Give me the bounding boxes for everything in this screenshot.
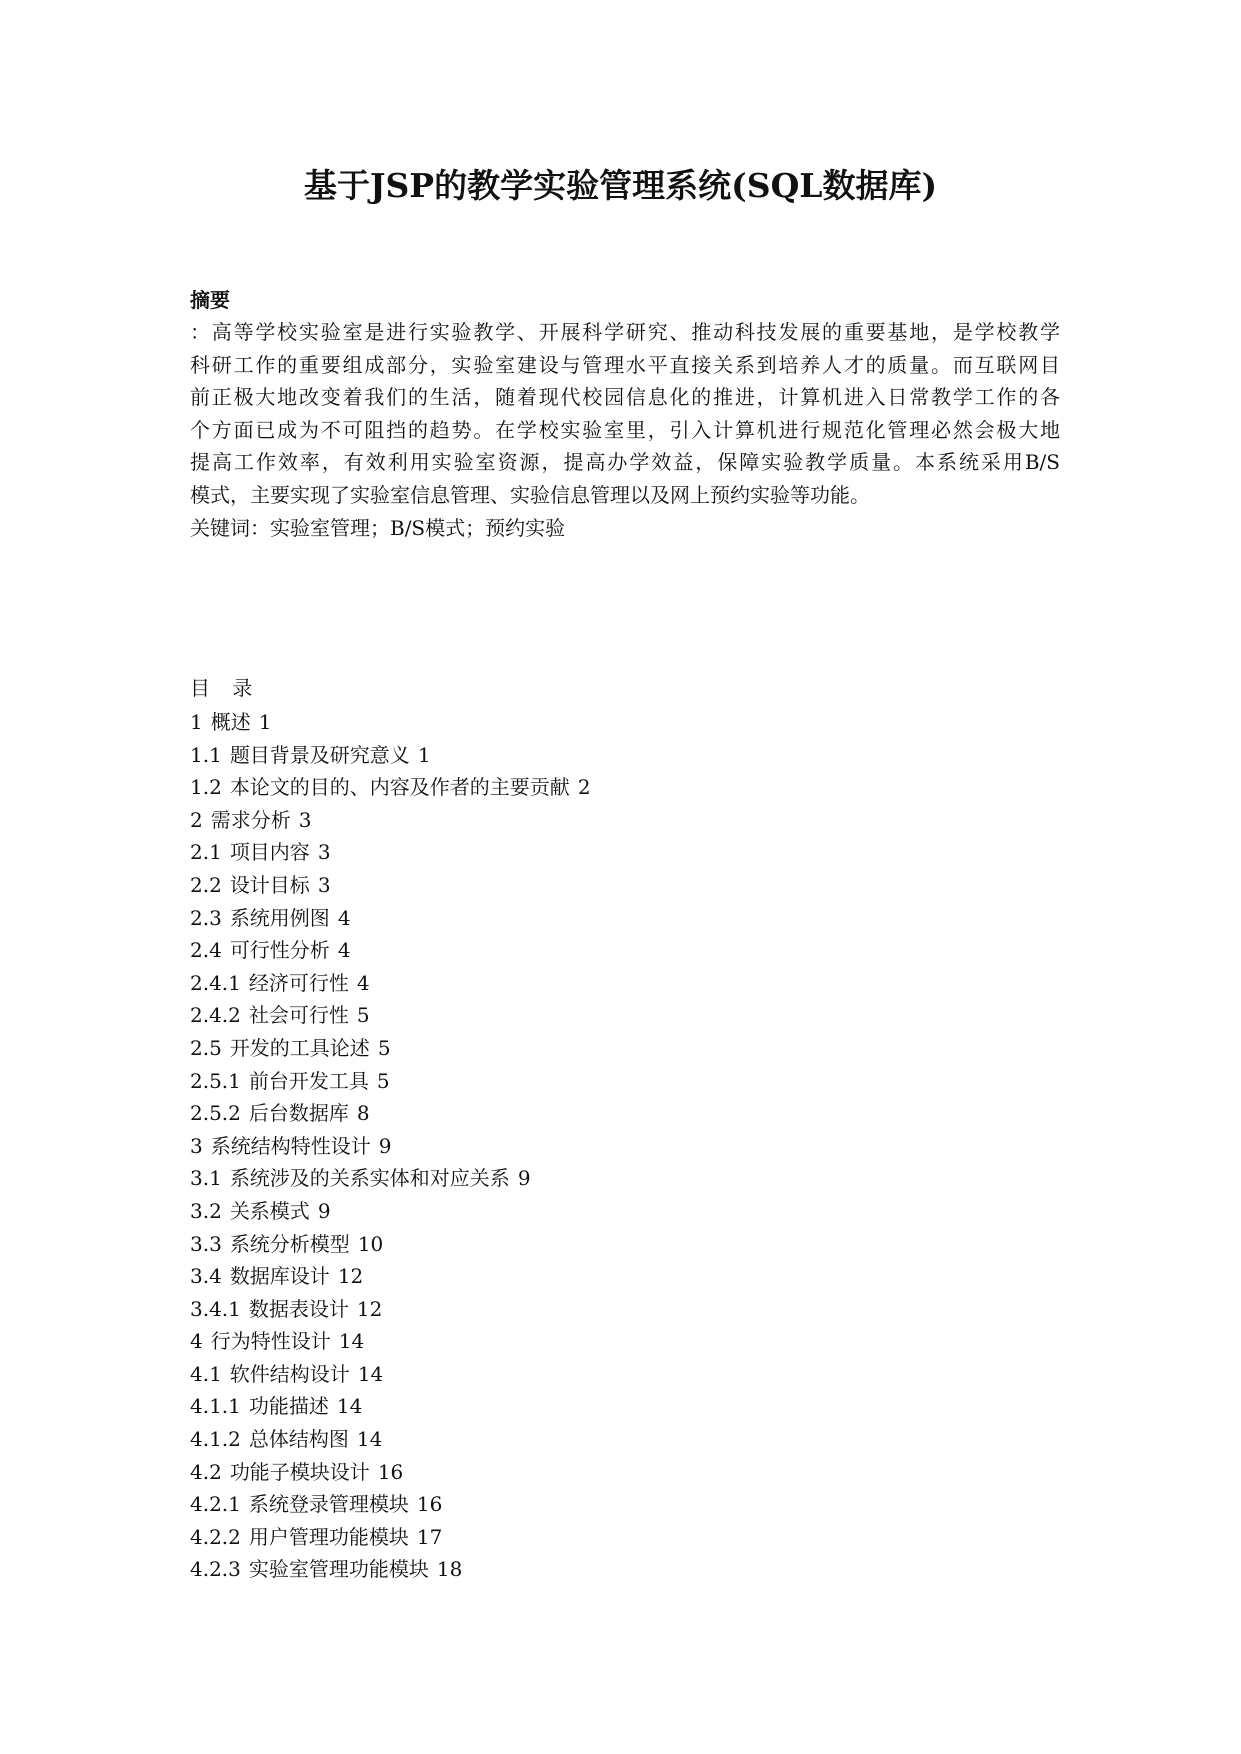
toc-entry-title: 开发的工具论述 <box>229 1035 370 1060</box>
toc-entry-number: 4.1 <box>190 1361 222 1386</box>
toc-entry-page: 9 <box>317 1198 331 1223</box>
document-title: 基于JSP的教学实验管理系统(SQL数据库) <box>303 166 938 205</box>
toc-entry <box>190 1521 591 1554</box>
toc-entry-title: 需求分析 <box>210 807 291 832</box>
toc-entry-page: 9 <box>378 1133 392 1158</box>
toc-entry <box>190 1195 591 1228</box>
keywords: 关键词：实验室管理；B/S模式；预约实验 <box>190 516 566 540</box>
toc-entry <box>190 1162 591 1195</box>
toc-entry <box>190 1065 591 1098</box>
table-of-contents <box>190 706 591 1586</box>
abstract-body <box>190 316 1060 511</box>
toc-entry-title: 项目内容 <box>229 840 310 865</box>
toc-entry-page: 3 <box>298 807 312 832</box>
toc-entry-page: 3 <box>317 840 331 865</box>
toc-entry-page: 14 <box>357 1361 384 1386</box>
toc-entry-number: 4.2 <box>190 1459 222 1484</box>
toc-entry-number: 1.1 <box>190 742 222 767</box>
abstract-line: 科研工作的重要组成部分，实验室建设与管理水平直接关系到培养人才的质量。而互联网目 <box>190 352 1060 377</box>
toc-entry-page: 16 <box>377 1459 404 1484</box>
toc-entry-number: 2.3 <box>190 905 222 930</box>
toc-entry-page: 3 <box>317 872 331 897</box>
toc-entry <box>190 1130 591 1163</box>
toc-entry-number: 4.2.1 <box>190 1492 241 1517</box>
toc-entry <box>190 1488 591 1521</box>
toc-entry-title: 系统分析模型 <box>229 1231 350 1256</box>
toc-entry <box>190 1293 591 1326</box>
toc-entry-title: 数据库设计 <box>229 1264 330 1289</box>
toc-entry-title: 关系模式 <box>229 1198 310 1223</box>
toc-entry-page: 8 <box>356 1101 370 1126</box>
toc-entry-number: 2.5 <box>190 1035 222 1060</box>
toc-entry-title: 行为特性设计 <box>210 1329 331 1354</box>
toc-entry-page: 5 <box>376 1068 390 1093</box>
toc-entry-page: 12 <box>337 1264 364 1289</box>
toc-entry <box>190 771 591 804</box>
toc-entry-page: 17 <box>416 1524 443 1549</box>
toc-entry-number: 1.2 <box>190 775 222 800</box>
toc-entry-number: 3.1 <box>190 1166 222 1191</box>
toc-entry <box>190 1032 591 1065</box>
toc-entry <box>190 804 591 837</box>
toc-entry <box>190 902 591 935</box>
toc-entry-page: 5 <box>356 1003 370 1028</box>
toc-entry-number: 3.4 <box>190 1264 222 1289</box>
toc-entry-page: 1 <box>417 742 431 767</box>
toc-entry-title: 可行性分析 <box>229 938 330 963</box>
toc-entry-page: 4 <box>337 938 351 963</box>
toc-title: 目 录 <box>190 676 261 700</box>
toc-entry-number: 3.2 <box>190 1198 222 1223</box>
toc-entry-number: 3.4.1 <box>190 1296 241 1321</box>
toc-entry-title: 功能子模块设计 <box>229 1459 370 1484</box>
toc-entry-title: 系统登录管理模块 <box>248 1492 409 1517</box>
toc-entry-page: 14 <box>336 1394 363 1419</box>
toc-entry <box>190 934 591 967</box>
toc-entry <box>190 1390 591 1423</box>
toc-entry-number: 4.1.2 <box>190 1427 241 1452</box>
abstract-line: 个方面已成为不可阻挡的趋势。在学校实验室里，引入计算机进行规范化管理必然会极大地 <box>190 417 1060 442</box>
toc-entry <box>190 1358 591 1391</box>
toc-entry-title: 社会可行性 <box>248 1003 349 1028</box>
abstract-heading: 摘要 <box>190 288 230 312</box>
toc-entry-title: 系统结构特性设计 <box>210 1133 371 1158</box>
abstract-line: 前正极大地改变着我们的生活，随着现代校园信息化的推进，计算机进入日常教学工作的各 <box>190 385 1060 409</box>
toc-entry <box>190 967 591 1000</box>
toc-entry <box>190 1325 591 1358</box>
toc-entry <box>190 706 591 739</box>
toc-entry-number: 2.2 <box>190 872 222 897</box>
toc-entry-number: 2.5.2 <box>190 1101 241 1126</box>
toc-entry <box>190 739 591 772</box>
toc-entry-title: 前台开发工具 <box>248 1068 369 1093</box>
toc-entry <box>190 1260 591 1293</box>
toc-entry-page: 9 <box>517 1166 531 1191</box>
toc-entry-title: 数据表设计 <box>248 1296 349 1321</box>
toc-entry-number: 4.1.1 <box>190 1394 241 1419</box>
toc-entry-page: 4 <box>337 905 351 930</box>
toc-entry-page: 1 <box>258 710 272 734</box>
toc-entry-page: 18 <box>436 1557 463 1582</box>
toc-entry <box>190 869 591 902</box>
toc-entry-number: 2.4.1 <box>190 970 241 995</box>
toc-entry <box>190 1456 591 1489</box>
toc-entry-title: 系统涉及的关系实体和对应关系 <box>229 1166 510 1191</box>
toc-entry-number: 2.4 <box>190 938 222 963</box>
toc-entry-title: 概述 <box>210 710 251 734</box>
toc-entry-page: 12 <box>356 1296 383 1321</box>
toc-entry-title: 后台数据库 <box>248 1101 349 1126</box>
toc-entry-number: 4.2.3 <box>190 1557 241 1582</box>
toc-entry-title: 实验室管理功能模块 <box>248 1557 429 1582</box>
toc-entry <box>190 1553 591 1586</box>
toc-entry-title: 功能描述 <box>248 1394 329 1419</box>
toc-entry-number: 1 <box>190 710 203 734</box>
toc-entry <box>190 1423 591 1456</box>
toc-entry-number: 3 <box>190 1133 203 1158</box>
toc-entry-title: 设计目标 <box>229 872 310 897</box>
toc-entry-page: 4 <box>356 970 370 995</box>
toc-entry-number: 2.4.2 <box>190 1003 241 1028</box>
toc-entry-number: 2.1 <box>190 840 222 865</box>
toc-entry-title: 软件结构设计 <box>229 1361 350 1386</box>
abstract-line: ：高等学校实验室是进行实验教学、开展科学研究、推动科技发展的重要基地，是学校教学 <box>190 320 1060 344</box>
toc-entry <box>190 1097 591 1130</box>
toc-entry-title: 用户管理功能模块 <box>248 1524 409 1549</box>
toc-entry-number: 4.2.2 <box>190 1524 241 1549</box>
toc-entry-page: 5 <box>377 1035 391 1060</box>
toc-entry <box>190 1228 591 1261</box>
toc-entry-page: 14 <box>356 1427 383 1452</box>
toc-entry-page: 2 <box>577 775 591 800</box>
toc-entry-page: 10 <box>357 1231 384 1256</box>
toc-entry-title: 本论文的目的、内容及作者的主要贡献 <box>229 775 570 800</box>
toc-entry <box>190 999 591 1032</box>
toc-entry <box>190 836 591 869</box>
toc-entry-page: 14 <box>338 1329 365 1354</box>
toc-entry-title: 总体结构图 <box>248 1427 349 1452</box>
toc-entry-number: 2 <box>190 807 203 832</box>
abstract-line: 模式，主要实现了实验室信息管理、实验信息管理以及网上预约实验等功能。 <box>190 482 870 507</box>
toc-entry-title: 题目背景及研究意义 <box>229 742 410 767</box>
toc-entry-title: 经济可行性 <box>248 970 349 995</box>
toc-entry-number: 3.3 <box>190 1231 222 1256</box>
abstract-line: 提高工作效率，有效利用实验室资源，提高办学效益，保障实验教学质量。本系统采用B/S <box>190 450 1060 474</box>
toc-entry-number: 2.5.1 <box>190 1068 241 1093</box>
toc-entry-page: 16 <box>416 1492 443 1517</box>
toc-entry-title: 系统用例图 <box>229 905 330 930</box>
toc-entry-number: 4 <box>190 1329 203 1354</box>
